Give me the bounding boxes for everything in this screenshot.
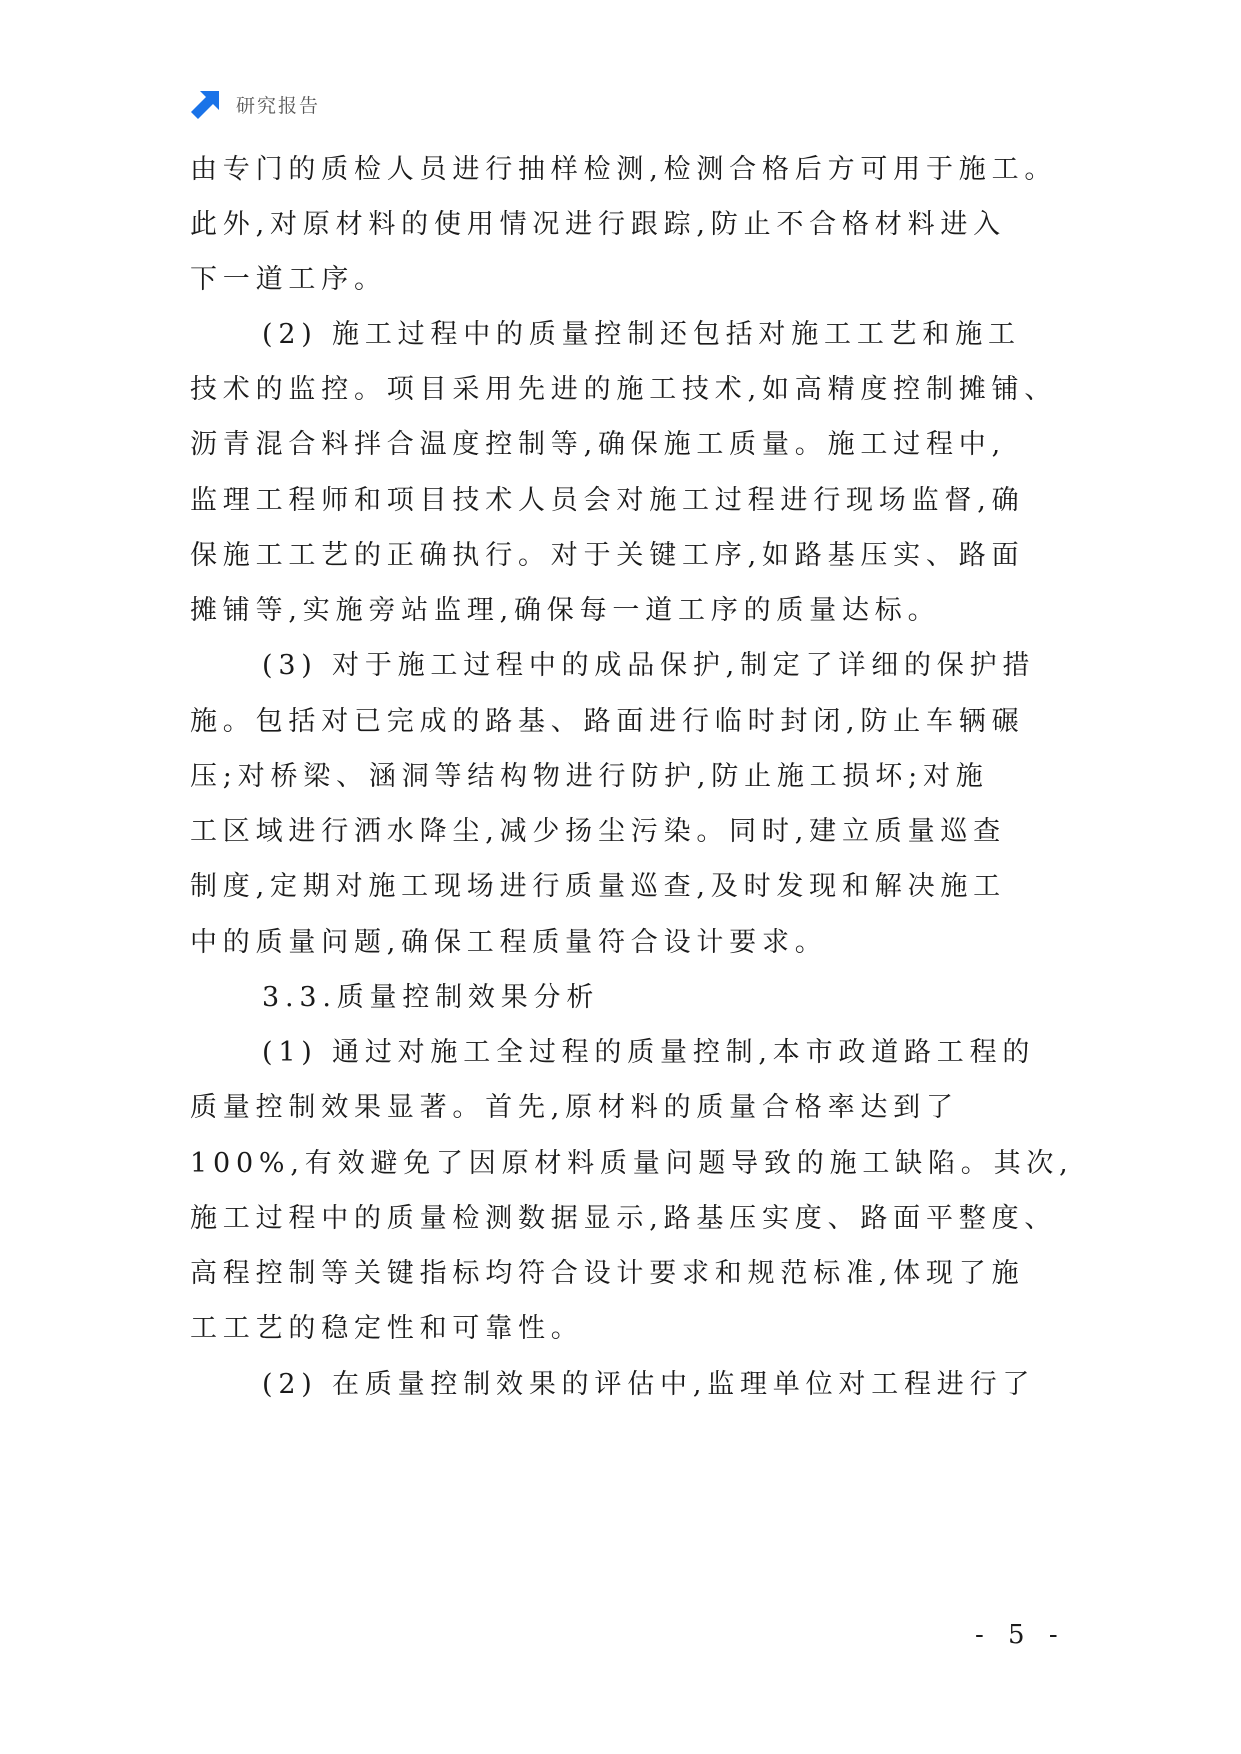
text-line: 此外,对原材料的使用情况进行跟踪,防止不合格材料进入: [190, 209, 1006, 240]
text-line: 100%,有效避免了因原材料质量问题导致的施工缺陷。其次,: [190, 1148, 1074, 1179]
text-line: 由专门的质检人员进行抽样检测,检测合格后方可用于施工。: [190, 154, 1058, 185]
text-line: 质量控制效果显著。首先,原材料的质量合格率达到了: [190, 1092, 959, 1123]
text-line: 摊铺等,实施旁站监理,确保每一道工序的质量达标。: [190, 595, 941, 626]
page-number: - 5 -: [975, 1620, 1066, 1650]
text-line: (3) 对于施工过程中的成品保护,制定了详细的保护措: [262, 650, 1036, 681]
text-line: (2) 施工过程中的质量控制还包括对施工工艺和施工: [262, 319, 1021, 350]
text-line: 工工艺的稳定性和可靠性。: [190, 1313, 584, 1344]
text-line: 技术的监控。项目采用先进的施工技术,如高精度控制摊铺、: [190, 374, 1058, 405]
text-line: 高程控制等关键指标均符合设计要求和规范标准,体现了施: [190, 1258, 1025, 1289]
section-heading: 3.3.质量控制效果分析: [262, 982, 600, 1013]
page-header: [190, 86, 320, 122]
text-line: 沥青混合料拌合温度控制等,确保施工质量。施工过程中,: [190, 429, 1006, 460]
text-line: 工区域进行洒水降尘,减少扬尘污染。同时,建立质量巡查: [190, 816, 1006, 847]
text-line: 施。包括对已完成的路基、路面进行临时封闭,防止车辆碾: [190, 706, 1025, 737]
text-line: 下一道工序。: [190, 264, 387, 295]
text-line: 压;对桥梁、涵洞等结构物进行防护,防止施工损坏;对施: [190, 761, 989, 792]
text-line: 监理工程师和项目技术人员会对施工过程进行现场监督,确: [190, 485, 1025, 516]
text-line: 中的质量问题,确保工程质量符合设计要求。: [190, 927, 828, 958]
text-line: 施工过程中的质量检测数据显示,路基压实度、路面平整度、: [190, 1203, 1058, 1234]
text-line: (2) 在质量控制效果的评估中,监理单位对工程进行了: [262, 1369, 1036, 1400]
text-line: 保施工工艺的正确执行。对于关键工序,如路基压实、路面: [190, 540, 1025, 571]
text-line: (1) 通过对施工全过程的质量控制,本市政道路工程的: [262, 1037, 1036, 1068]
header-title: 研究报告: [236, 94, 321, 117]
text-line: 制度,定期对施工现场进行质量巡查,及时发现和解决施工: [190, 871, 1006, 902]
arrow-up-right-icon: [190, 88, 222, 120]
